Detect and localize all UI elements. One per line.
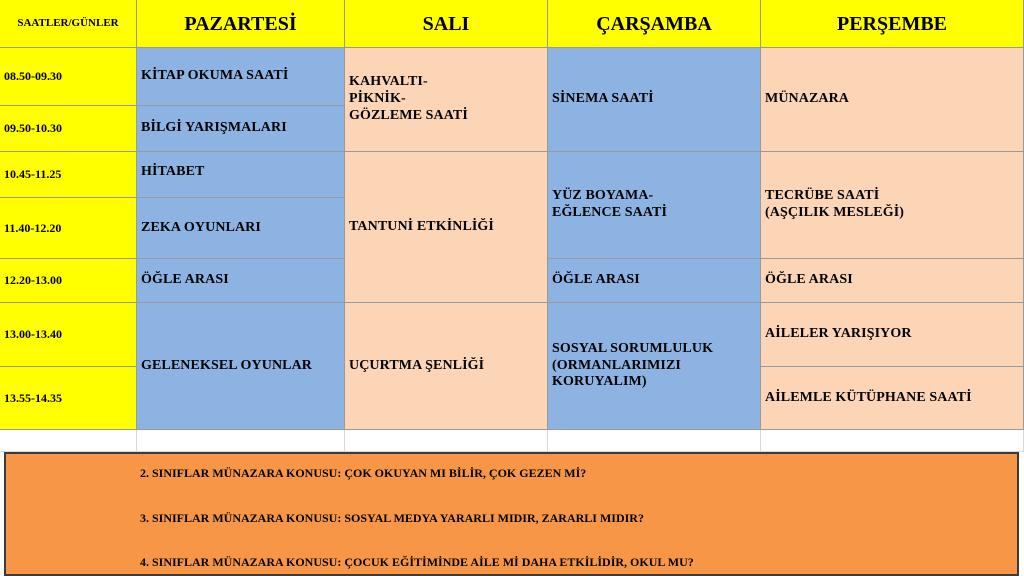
time-slot: 13.55-14.35	[0, 367, 137, 430]
header-corner: SAATLER/GÜNLER	[0, 0, 137, 48]
time-slot: 12.20-13.00	[0, 259, 137, 303]
empty-cell	[548, 430, 761, 452]
header-day-tuesday: SALI	[345, 0, 548, 48]
empty-cell	[345, 430, 548, 452]
monday-activity: BİLGİ YARIŞMALARI	[137, 106, 345, 152]
time-slot: 13.00-13.40	[0, 303, 137, 367]
time-slot: 09.50-10.30	[0, 106, 137, 152]
empty-cell	[137, 430, 345, 452]
thursday-activity: MÜNAZARA	[761, 48, 1024, 152]
debate-topic-note: 3. SINIFLAR MÜNAZARA KONUSU: SOSYAL MEDYA YARARLI MIDIR, ZARARLI MIDIR?	[140, 511, 644, 525]
time-slot: 10.45-11.25	[0, 152, 137, 198]
thursday-activity: AİLELER YARIŞIYOR	[761, 303, 1024, 367]
monday-activity: KİTAP OKUMA SAATİ	[137, 48, 345, 106]
empty-cell	[0, 430, 137, 452]
debate-topics-box	[4, 452, 1019, 576]
wednesday-activity: ÖĞLE ARASI	[548, 259, 761, 303]
tuesday-activity: UÇURTMA ŞENLİĞİ	[345, 303, 548, 430]
time-slot: 11.40-12.20	[0, 198, 137, 259]
time-slot: 08.50-09.30	[0, 48, 137, 106]
empty-cell	[761, 430, 1024, 452]
wednesday-activity: YÜZ BOYAMA- EĞLENCE SAATİ	[548, 152, 761, 259]
debate-topic-note: 2. SINIFLAR MÜNAZARA KONUSU: ÇOK OKUYAN MI BİLİR, ÇOK GEZEN Mİ?	[140, 466, 587, 480]
header-day-thursday: PERŞEMBE	[761, 0, 1024, 48]
header-day-monday: PAZARTESİ	[137, 0, 345, 48]
thursday-activity: AİLEMLE KÜTÜPHANE SAATİ	[761, 367, 1024, 430]
monday-activity: ÖĞLE ARASI	[137, 259, 345, 303]
monday-activity: ZEKA OYUNLARI	[137, 198, 345, 259]
wednesday-activity: SİNEMA SAATİ	[548, 48, 761, 152]
tuesday-activity: KAHVALTI- PİKNİK- GÖZLEME SAATİ	[345, 48, 548, 152]
wednesday-activity: SOSYAL SORUMLULUK (ORMANLARIMIZI KORUYALIM)	[548, 303, 761, 430]
monday-activity: HİTABET	[137, 152, 345, 198]
header-day-wednesday: ÇARŞAMBA	[548, 0, 761, 48]
thursday-activity: TECRÜBE SAATİ (AŞÇILIK MESLEĞİ)	[761, 152, 1024, 259]
monday-activity: GELENEKSEL OYUNLAR	[137, 303, 345, 430]
debate-topic-note: 4. SINIFLAR MÜNAZARA KONUSU: ÇOCUK EĞİTİMİNDE AİLE Mİ DAHA ETKİLİDİR, OKUL MU?	[140, 555, 694, 569]
thursday-activity: ÖĞLE ARASI	[761, 259, 1024, 303]
tuesday-activity: TANTUNİ ETKİNLİĞİ	[345, 152, 548, 303]
